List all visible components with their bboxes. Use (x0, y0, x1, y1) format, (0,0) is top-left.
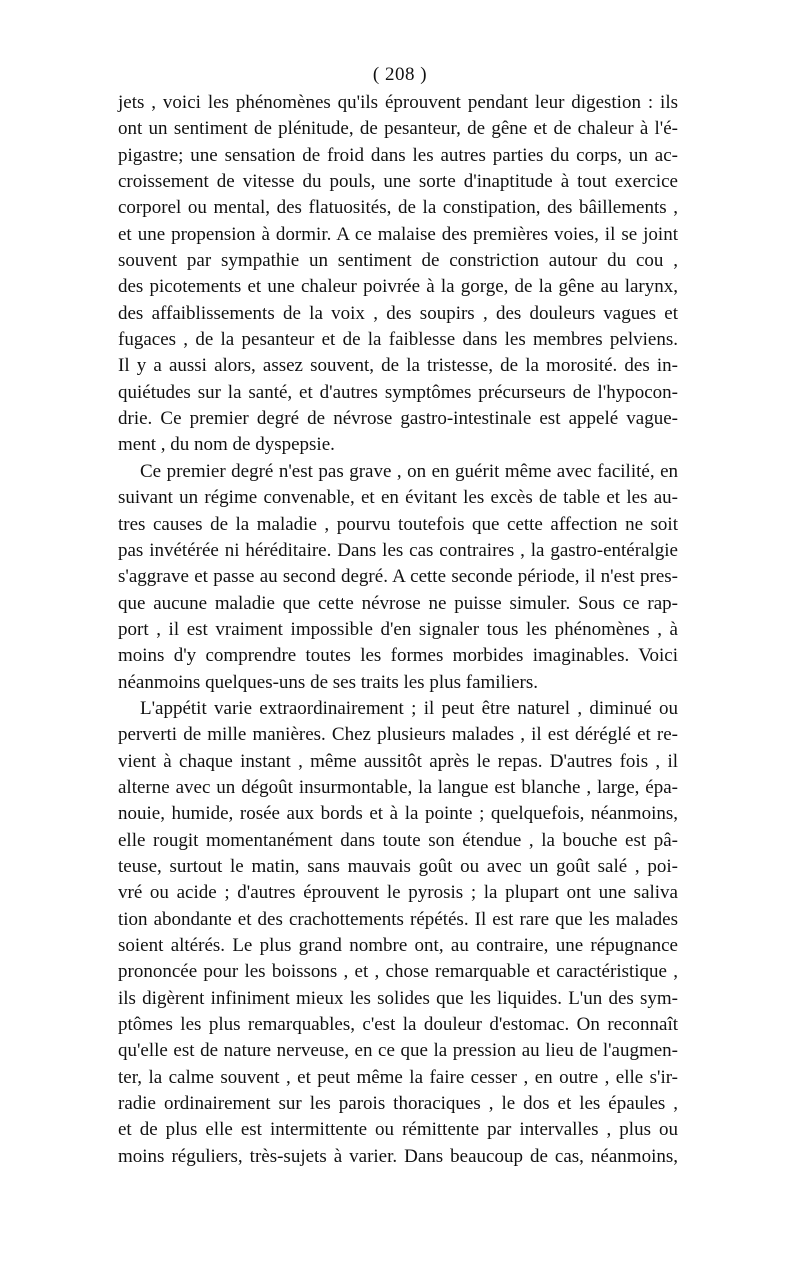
text-line: souvent par sympathie un sentiment de constriction autour du cou , (118, 250, 678, 272)
text-line: soient altérés. Le plus grand nombre ont, au contraire, une répugnance (118, 935, 678, 956)
text-line: port , il est vraiment impossible d'en signaler tous les phénomènes , à (118, 618, 678, 640)
text-line: qu'elle est de nature nerveuse, en ce que la pression au lieu de l'augmen- (118, 1040, 678, 1062)
text-line: drie. Ce premier degré de névrose gastro-intestinale est appelé vague- (118, 408, 678, 430)
text-line: moins réguliers, très-sujets à varier. Dans beaucoup de cas, néanmoins, (118, 1145, 678, 1167)
text-column (118, 90, 678, 1170)
text-line: teuse, surtout le matin, sans mauvais goût ou avec un goût salé , poi- (118, 855, 678, 877)
text-line: pigastre; une sensation de froid dans les autres parties du corps, un ac- (118, 144, 678, 166)
text-line: tres causes de la maladie , pourvu toutefois que cette affection ne soit (118, 513, 678, 535)
text-line: suivant un régime convenable, et en évitant les excès de table et les au- (118, 487, 678, 509)
text-line: elle rougit momentanément dans toute son étendue , la bouche est pâ- (118, 829, 678, 851)
text-line: vient à chaque instant , même aussitôt après le repas. D'autres fois , il (118, 750, 678, 772)
text-line: des affaiblissements de la voix , des soupirs , des douleurs vagues et (118, 302, 678, 324)
text-line: L'appétit varie extraordinairement ; il peut être naturel , diminué ou (140, 697, 678, 719)
paragraph-3 (118, 696, 678, 1170)
text-line: néanmoins quelques-uns de ses traits les plus familiers. (118, 671, 539, 693)
text-line: moins d'y comprendre toutes les formes morbides imaginables. Voici (118, 645, 678, 667)
text-line: ter, la calme souvent , et peut même la faire cesser , en outre , elle s'ir- (118, 1066, 678, 1088)
text-line: corporel ou mental, des flatuosités, de la constipation, des bâillements , (118, 197, 678, 219)
text-line: Il y a aussi alors, assez souvent, de la tristesse, de la morosité. des in- (118, 355, 678, 377)
paragraph-1 (118, 90, 678, 459)
text-line: que aucune maladie que cette névrose ne puisse simuler. Sous ce rap- (118, 592, 678, 614)
text-line: radie ordinairement sur les parois thoraciques , le dos et les épaules , (118, 1093, 678, 1115)
paragraph-2 (118, 459, 678, 696)
text-line: ptômes les plus remarquables, c'est la douleur d'estomac. On reconnaît (118, 1014, 678, 1036)
text-line: prononcée pour les boissons , et , chose remarquable et caractéristique , (118, 961, 678, 983)
text-line: vré ou acide ; d'autres éprouvent le pyrosis ; la plupart ont une saliva (118, 882, 678, 904)
text-line: nouie, humide, rosée aux bords et à la pointe ; quelquefois, néanmoins, (118, 803, 678, 825)
text-line: s'aggrave et passe au second degré. A cette seconde période, il n'est pres- (118, 566, 678, 588)
text-line: Ce premier degré n'est pas grave , on en guérit même avec facilité, en (140, 460, 678, 482)
text-line: des picotements et une chaleur poivrée à la gorge, de la gêne au larynx, (118, 276, 678, 298)
text-line: quiétudes sur la santé, et d'autres symptômes précurseurs de l'hypocon- (118, 381, 678, 403)
text-line: et une propension à dormir. A ce malaise des premières voies, il se joint (118, 223, 678, 245)
text-line: ils digèrent infiniment mieux les solides que les liquides. L'un des sym- (118, 987, 678, 1009)
text-line: alterne avec un dégoût insurmontable, la langue est blanche , large, épa- (118, 776, 678, 798)
page-number: ( 208 ) (372, 64, 428, 85)
text-line: perverti de mille manières. Chez plusieurs malades , il est déréglé et re- (118, 724, 678, 746)
text-line: tion abondante et des crachottements répétés. Il est rare que les malades (118, 908, 678, 930)
text-line: ment , du nom de dyspepsie. (118, 434, 335, 456)
text-line: pas invétérée ni héréditaire. Dans les cas contraires , la gastro-entéralgie (118, 539, 678, 561)
text-line: jets , voici les phénomènes qu'ils éprouvent pendant leur digestion : ils (118, 92, 678, 113)
text-line: fugaces , de la pesanteur et de la faiblesse dans les membres pelviens. (118, 329, 678, 351)
text-line: et de plus elle est intermittente ou rémittente par intervalles , plus ou (118, 1119, 678, 1141)
text-line: croissement de vitesse du pouls, une sorte d'inaptitude à tout exercice (118, 171, 678, 193)
text-line: ont un sentiment de plénitude, de pesanteur, de gêne et de chaleur à l'é- (118, 118, 678, 140)
